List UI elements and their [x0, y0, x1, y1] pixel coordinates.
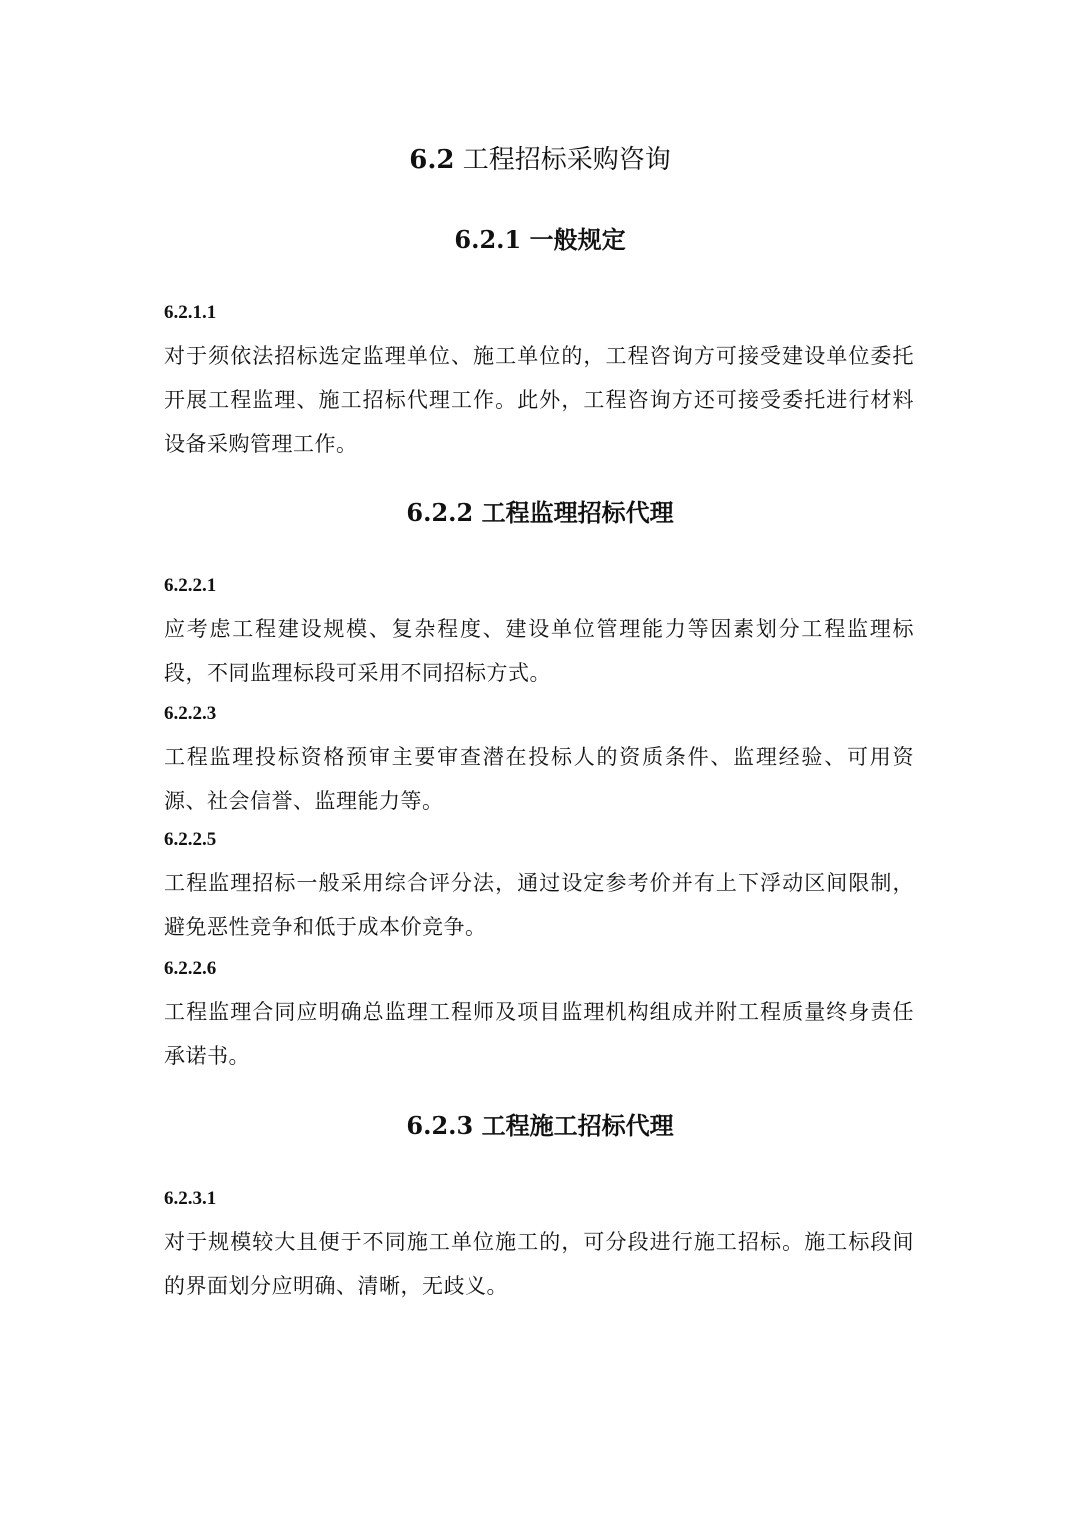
clause-text: 工程监理投标资格预审主要审查潜在投标人的资质条件、监理经验、可用资源、社会信誉、监理能力等。 — [164, 745, 914, 813]
page-title-number: 6.2 — [409, 145, 455, 175]
clause-text: 工程监理招标一般采用综合评分法，通过设定参考价并有上下浮动区间限制，避免恶性竞争和低于成本价竞争。 — [164, 871, 914, 939]
page-title-text: 工程招标采购咨询 — [462, 145, 671, 175]
clause-text: 工程监理合同应明确总监理工程师及项目监理机构组成并附工程质量终身责任承诺书。 — [164, 1000, 914, 1068]
section-heading: 6.2.3 工程施工招标代理 — [406, 1111, 674, 1140]
page-title — [0, 140, 1080, 180]
section-heading: 6.2.1 一般规定 — [454, 225, 626, 254]
clause-number: 6.2.2.5 — [164, 829, 217, 850]
clause-text: 对于规模较大且便于不同施工单位施工的，可分段进行施工招标。施工标段间的界面划分应明确、清晰，无歧义。 — [164, 1230, 914, 1298]
clause-number: 6.2.2.6 — [164, 958, 217, 979]
clause-number: 6.2.1.1 — [164, 302, 217, 323]
clause-number: 6.2.3.1 — [164, 1188, 217, 1209]
clause-number: 6.2.2.1 — [164, 575, 217, 596]
clause-number: 6.2.2.3 — [164, 703, 217, 724]
clause-text: 应考虑工程建设规模、复杂程度、建设单位管理能力等因素划分工程监理标段，不同监理标段可采用不同招标方式。 — [164, 617, 914, 685]
section-heading: 6.2.2 工程监理招标代理 — [406, 498, 674, 527]
clause-text: 对于须依法招标选定监理单位、施工单位的，工程咨询方可接受建设单位委托开展工程监理、施工招标代理工作。此外，工程咨询方还可接受委托进行材料设备采购管理工作。 — [164, 344, 914, 456]
